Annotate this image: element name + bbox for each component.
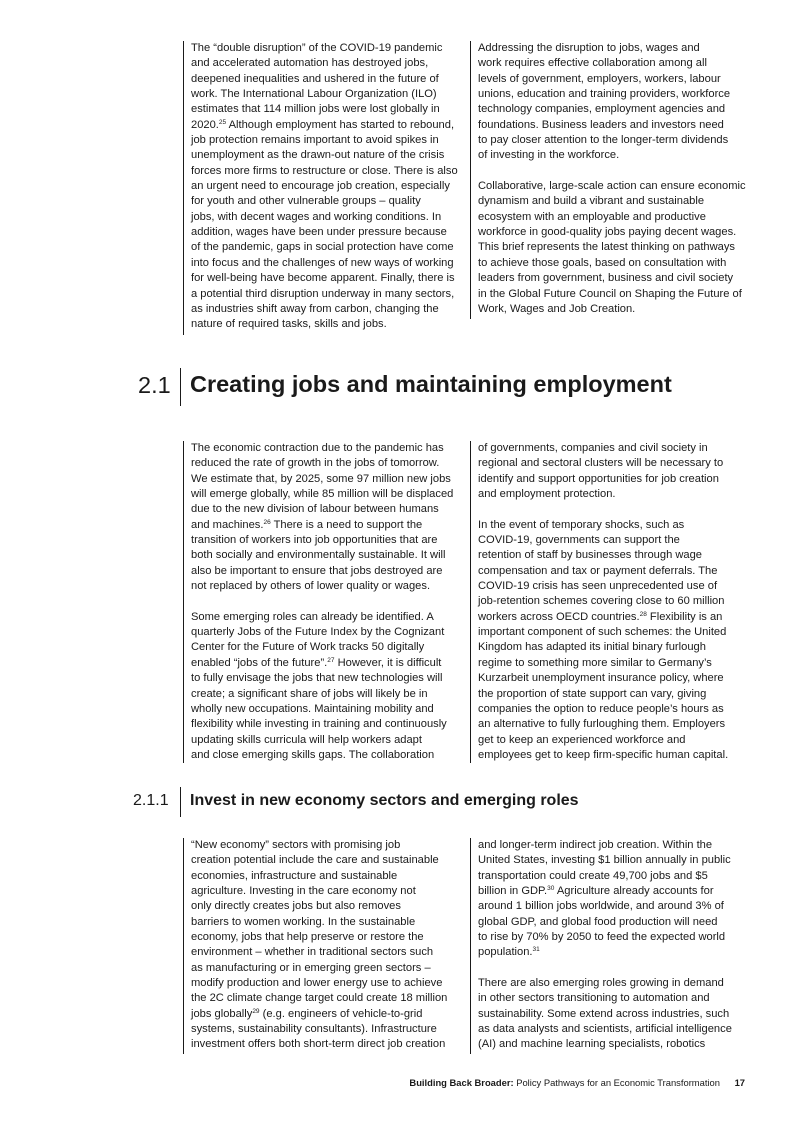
text-line: “New economy” sectors with promising job bbox=[191, 839, 401, 851]
text-line: We estimate that, by 2025, some 97 million new jobs bbox=[191, 472, 451, 485]
text-line: jobs globally$^{29}$ (e.g. engineers of vehicle-to-grid bbox=[191, 1007, 423, 1020]
section-2-1-1-title: Invest in new economy sectors and emerging roles bbox=[190, 792, 579, 809]
text-line: Some emerging roles can already be identified. A bbox=[191, 610, 434, 623]
footnote-ref: 27 bbox=[327, 656, 335, 664]
text-line: (AI) and machine learning specialists, robotics bbox=[478, 1038, 706, 1051]
text-line: global GDP, and global food production will need bbox=[478, 915, 718, 928]
text-line: also be important to ensure that jobs destroyed are bbox=[191, 564, 443, 577]
text-line: workforce in good-quality jobs paying decent wages. bbox=[478, 226, 737, 239]
text-line: reduced the rate of growth in the jobs of tomorrow. bbox=[191, 457, 440, 470]
text-line: will emerge globally, while 85 million will be displaced bbox=[191, 488, 454, 501]
text-line: deepened inequalities and ushered in the future of bbox=[191, 72, 439, 85]
text-line: addition, wages have been under pressure because bbox=[191, 226, 447, 239]
text-line: The “double disruption” of the COVID-19 pandemic bbox=[191, 42, 443, 54]
text-line: to achieve those goals, based on consultation with bbox=[478, 256, 727, 269]
text-line: identify and support opportunities for job creation bbox=[478, 472, 719, 485]
text-line: for youth and other vulnerable groups – quality bbox=[191, 195, 421, 208]
intro-left-column bbox=[183, 41, 468, 335]
text-line: as data analysts and scientists, artificial intelligence bbox=[478, 1023, 732, 1036]
section-2-1-1-left-column bbox=[183, 838, 468, 1054]
text-line: The economic contraction due to the pandemic has bbox=[191, 442, 444, 454]
footnote-ref: 25 bbox=[218, 118, 227, 126]
paragraph-gap bbox=[478, 502, 755, 517]
text-line: a potential third disruption underway in many sectors, bbox=[191, 287, 455, 300]
page-footer bbox=[0, 1077, 745, 1088]
text-line: transportation could create 49,700 jobs and $5 bbox=[478, 869, 708, 882]
text-line: create; a significant share of jobs will likely be in bbox=[191, 687, 428, 700]
text-line: United States, investing $1 billion annually in public bbox=[478, 854, 731, 867]
text-line: only directly creates jobs but also removes bbox=[191, 900, 401, 913]
text-line: levels of government, employers, workers, labour bbox=[478, 72, 721, 85]
text-line: ecosystem with an employable and productive bbox=[478, 210, 706, 223]
text-line: retention of staff by businesses through wage bbox=[478, 549, 702, 562]
text-line: get to keep an experienced workforce and bbox=[478, 733, 686, 746]
text-line: COVID-19, governments can support the bbox=[478, 534, 680, 547]
text-line: sustainability. Some extend across industries, such bbox=[478, 1007, 730, 1020]
text-line: jobs, with decent wages and working conditions. In bbox=[191, 210, 442, 223]
text-line: job protection remains important to avoid spikes in bbox=[191, 134, 439, 147]
text-line: workers across OECD countries.$^{28}$ Flexibility is an bbox=[478, 610, 723, 623]
text-line: There are also emerging roles growing in demand bbox=[478, 977, 724, 990]
text-line: Kingdom has adapted its initial binary furlough bbox=[478, 641, 706, 654]
section-2-1-right-column bbox=[470, 441, 755, 763]
text-line: for well-being have become apparent. Finally, there is bbox=[191, 272, 455, 285]
section-2-1-title: Creating jobs and maintaining employment bbox=[190, 371, 672, 397]
text-line: both socially and environmentally sustainable. It will bbox=[191, 549, 446, 562]
section-2-1-1-heading-rule bbox=[180, 787, 181, 817]
text-line: investment offers both short-term direct job creation bbox=[191, 1038, 446, 1051]
text-line: regime to something more similar to Germany’s bbox=[478, 656, 712, 669]
section-2-1-number: 2.1 bbox=[138, 372, 171, 398]
text-line: as industries shift away from carbon, changing the bbox=[191, 302, 439, 315]
paragraph-gap bbox=[191, 594, 468, 609]
text-line: around 1 billion jobs worldwide, and around 3% of bbox=[478, 900, 724, 913]
text-line: Addressing the disruption to jobs, wages and bbox=[478, 42, 700, 54]
footnote-ref: 31 bbox=[532, 946, 540, 954]
text-line: of the pandemic, gaps in social protection have come bbox=[191, 241, 454, 254]
text-line: Center for the Future of Work tracks 50 digitally bbox=[191, 641, 425, 654]
text-line: wholly new occupations. Maintaining mobility and bbox=[191, 702, 434, 715]
text-line: of governments, companies and civil society in bbox=[478, 442, 708, 454]
text-line: to rise by 70% by 2050 to feed the expected world bbox=[478, 931, 726, 944]
text-line: companies the option to reduce people’s hours as bbox=[478, 702, 724, 715]
text-line: in the Global Future Council on Shaping the Future of bbox=[478, 287, 742, 300]
text-line: enabled “jobs of the future”.$^{27}$ However, it is difficult bbox=[191, 656, 442, 669]
section-2-1-heading-rule bbox=[180, 368, 181, 406]
footer-page-number: 17 bbox=[734, 1077, 745, 1088]
text-line: agriculture. Investing in the care economy not bbox=[191, 885, 416, 898]
text-line: employees get to keep firm-specific human capital. bbox=[478, 748, 729, 761]
text-line: creation potential include the care and sustainable bbox=[191, 854, 439, 867]
intro-right-column bbox=[470, 41, 755, 319]
paragraph-gap bbox=[478, 164, 755, 179]
text-line: modify production and lower energy use to achieve bbox=[191, 977, 443, 990]
footnote-ref: 30 bbox=[547, 885, 555, 893]
text-line: transition of workers into job opportunities that are bbox=[191, 534, 438, 547]
footer-report-title: Building Back Broader: bbox=[409, 1077, 514, 1088]
text-line: Kurzarbeit unemployment insurance policy, where bbox=[478, 672, 724, 685]
text-line: nature of required tasks, skills and jobs. bbox=[191, 318, 387, 331]
text-line: foundations. Business leaders and investors need bbox=[478, 118, 724, 131]
text-line: compensation and tax or payment deferrals. The bbox=[478, 564, 718, 577]
text-line: billion in GDP.$^{30}$ Agriculture already accounts for bbox=[478, 885, 714, 898]
text-line: and machines.$^{26}$ There is a need to support the bbox=[191, 518, 423, 531]
text-line: to pay closer attention to the longer-term dividends bbox=[478, 134, 729, 147]
text-line: regional and sectoral clusters will be necessary to bbox=[478, 457, 724, 470]
text-line: the proportion of state support can vary, giving bbox=[478, 687, 707, 700]
footnote-ref: 26 bbox=[263, 518, 271, 526]
text-line: flexibility while investing in training and continuously bbox=[191, 718, 447, 731]
footnote-ref: 29 bbox=[252, 1007, 260, 1015]
text-line: as manufacturing or in emerging green sectors – bbox=[191, 961, 431, 974]
footer-report-subtitle: Policy Pathways for an Economic Transformation bbox=[516, 1077, 720, 1088]
text-line: and accelerated automation has destroyed jobs, bbox=[191, 57, 429, 70]
text-line: unemployment as the drawn-out nature of the crisis bbox=[191, 149, 445, 162]
text-line: COVID-19 crisis has seen unprecedented use of bbox=[478, 580, 718, 593]
text-line: an alternative to fully furloughing them. Employers bbox=[478, 718, 726, 731]
text-line: Work, Wages and Job Creation. bbox=[478, 302, 636, 315]
text-line: and longer-term indirect job creation. Within the bbox=[478, 839, 713, 851]
text-line: environment – whether in traditional sectors such bbox=[191, 946, 434, 959]
text-line: Collaborative, large-scale action can ensure economic bbox=[478, 180, 746, 193]
text-line: work requires effective collaboration among all bbox=[478, 57, 707, 70]
paragraph-gap bbox=[478, 961, 755, 976]
text-line: estimates that 114 million jobs were lost globally in bbox=[191, 103, 440, 116]
text-line: technology companies, employment agencies and bbox=[478, 103, 726, 116]
text-line: In the event of temporary shocks, such as bbox=[478, 518, 685, 531]
text-line: barriers to women working. In the sustainable bbox=[191, 915, 416, 928]
text-line: work. The International Labour Organization (ILO) bbox=[191, 88, 437, 101]
section-2-1-1-number: 2.1.1 bbox=[133, 792, 169, 809]
text-line: economy, jobs that help preserve or restore the bbox=[191, 931, 424, 944]
text-line: quarterly Jobs of the Future Index by the Cognizant bbox=[191, 626, 445, 639]
text-line: and close emerging skills gaps. The collaboration bbox=[191, 748, 435, 761]
section-2-1-1-right-column bbox=[470, 838, 755, 1054]
text-line: job-retention schemes covering close to 60 million bbox=[478, 595, 725, 608]
text-line: population.$^{31}$ bbox=[478, 946, 540, 959]
text-line: economies, infrastructure and sustainable bbox=[191, 869, 398, 882]
text-line: 2020.25 Although employment has started to rebound, bbox=[191, 118, 455, 131]
text-line: to fully envisage the jobs that new technologies will bbox=[191, 672, 443, 685]
text-line: the 2C climate change target could create 18 million bbox=[191, 992, 448, 1005]
text-line: updating skills curricula will help workers adapt bbox=[191, 733, 422, 746]
text-line: leaders from government, business and civil society bbox=[478, 272, 734, 285]
text-line: important component of such schemes: the United bbox=[478, 626, 727, 639]
text-line: not replaced by others of lower quality or wages. bbox=[191, 580, 431, 593]
text-line: in other sectors transitioning to automation and bbox=[478, 992, 710, 1005]
text-line: of investing in the workforce. bbox=[478, 149, 620, 162]
text-line: systems, sustainability consultants). Infrastructure bbox=[191, 1023, 437, 1036]
text-line: unions, education and training providers, workforce bbox=[478, 88, 731, 101]
text-line: into focus and the challenges of new ways of working bbox=[191, 256, 454, 269]
text-line: an urgent need to encourage job creation, especially bbox=[191, 180, 450, 193]
text-line: and employment protection. bbox=[478, 488, 616, 501]
text-line: This brief represents the latest thinking on pathways bbox=[478, 241, 735, 254]
text-line: dynamism and build a vibrant and sustainable bbox=[478, 195, 705, 208]
text-line: due to the new division of labour between humans bbox=[191, 503, 439, 516]
footnote-ref: 28 bbox=[639, 610, 647, 618]
section-2-1-left-column bbox=[183, 441, 468, 763]
text-line: forces more firms to restructure or close. There is also bbox=[191, 164, 458, 177]
